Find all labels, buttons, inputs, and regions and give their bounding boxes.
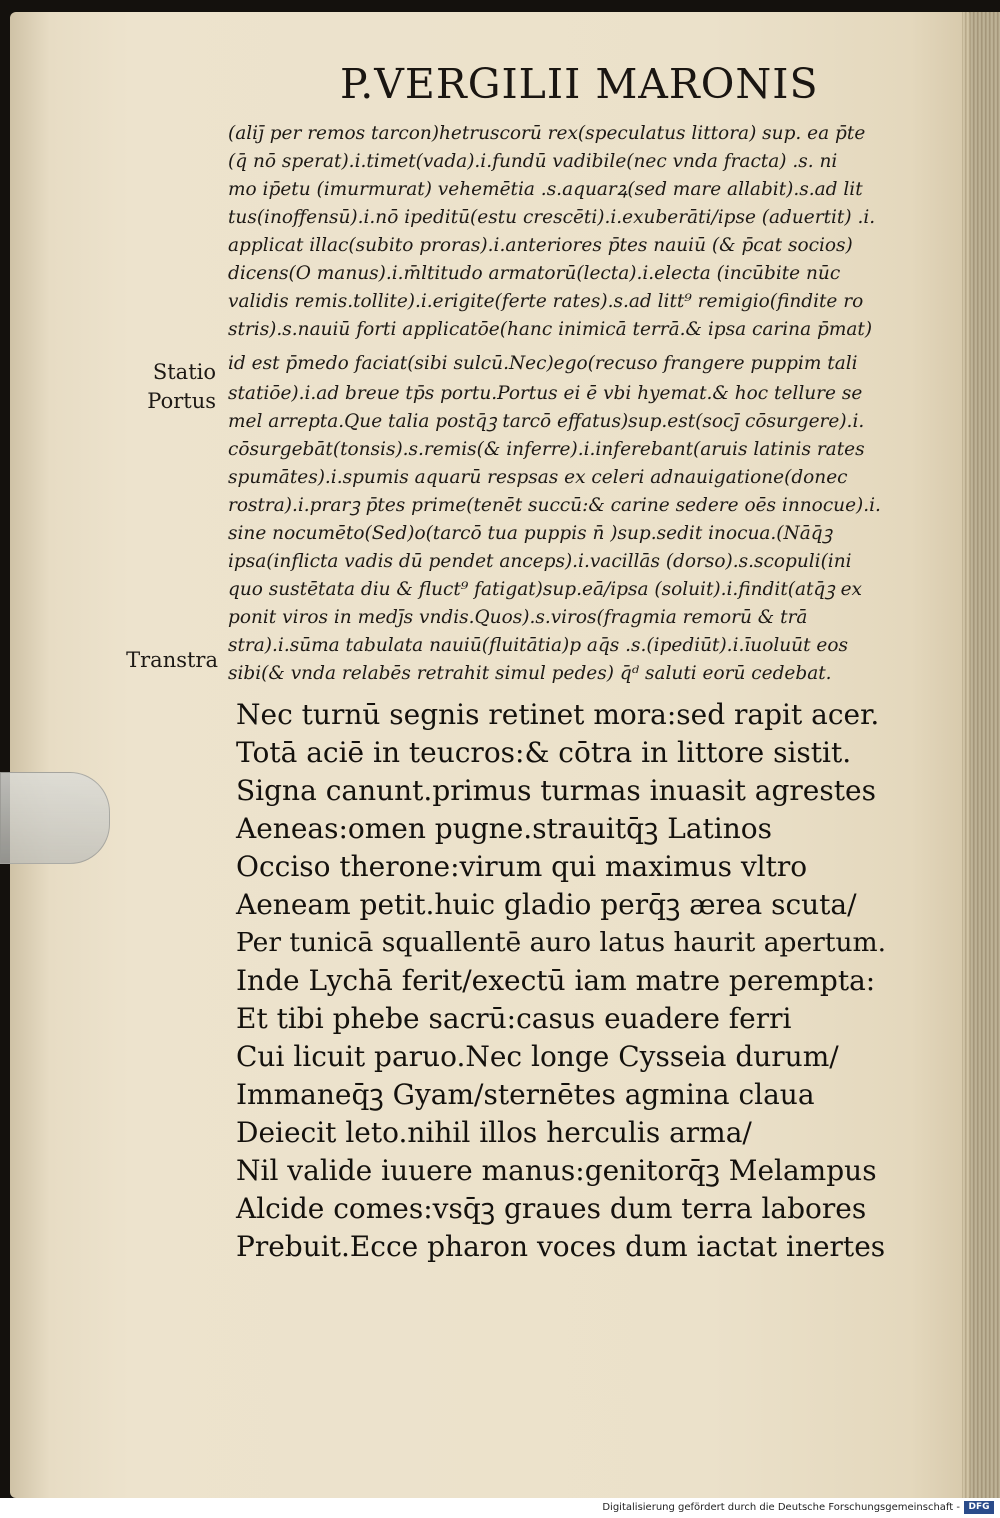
commentary-line: (aliȷ̄ per remos tarcon)hetruscorū rex(speculatus littora) sup. ea p̄te xyxy=(228,123,866,144)
commentary-line: validis remis.tollite).i.erigite(ferte rates).s.ad litt⁹ remigio(findite ro xyxy=(228,291,864,312)
commentary-line: ipsa(inflicta vadis dū pendet anceps).i.vacillās (dorso).s.scopuli(ini xyxy=(228,551,852,572)
margin-gloss-portus: Portus xyxy=(147,389,216,413)
dfg-logo: DFG xyxy=(964,1501,994,1514)
commentary-line: id est p̄medo faciat(sibi sulcū.Nec)ego(recuso frangere puppim tali xyxy=(228,353,858,374)
commentary-line: rostra).i.prarꝫ p̄tes prime(tenēt succū:& carine sedere oēs innocue).i. xyxy=(228,495,881,516)
verse-line: Nec turnū segnis retinet mora:sed rapit acer. xyxy=(236,698,880,731)
commentary-line: spumātes).i.spumis aquarū respsas ex celeri adnauigatione(donec xyxy=(228,467,848,488)
verse-line: Alcide comes:vsq̄ꝫ graues dum terra labores xyxy=(236,1192,867,1225)
verse-line: Nil valide iuuere manus:genitorq̄ꝫ Melampus xyxy=(236,1154,877,1187)
commentary-line: dicens(O manus).i.m̄ltitudo armatorū(lecta).i.electa (incūbite nūc xyxy=(228,263,841,284)
verse-line: Cui licuit paruo.Nec longe Cysseia durum/ xyxy=(236,1040,839,1073)
verse-line: Aeneas:omen pugne.strauitq̄ꝫ Latinos xyxy=(236,812,773,845)
running-head: P.VERGILII MARONIS xyxy=(340,60,819,108)
verse-line: Aeneam petit.huic gladio perq̄ꝫ ærea scuta/ xyxy=(236,888,857,921)
commentary-line: (q̄ nō sperat).i.timet(vada).i.fundū vadibile(nec vnda fracta) .s. ni xyxy=(228,151,838,172)
commentary-line: sine nocumēto(Sed)o(tarcō tua puppis n̄ )sup.sedit inocua.(Nāq̄ꝫ xyxy=(228,523,833,544)
commentary-line: stris).s.nauiū forti applicatōe(hanc inimicā terrā.& ipsa carina p̄mat) xyxy=(228,319,873,340)
digitization-footer xyxy=(0,1498,1000,1518)
commentary-line: mo ip̄etu (imurmurat) vehemētia .s.aquarꝝ(sed mare allabit).s.ad lit xyxy=(228,179,863,200)
verse-line: Immaneq̄ꝫ Gyam/sternētes agmina claua xyxy=(236,1078,815,1111)
bookmark-tab xyxy=(0,772,110,864)
page-edges xyxy=(962,12,1000,1498)
commentary-line: statiōe).i.ad breue tp̄s portu.Portus ei ē vbi hyemat.& hoc tellure se xyxy=(228,383,863,404)
commentary-line: quo sustētata diu & fluct⁹ fatigat)sup.eā/ipsa (soluit).i.findit(atq̄ꝫ ex xyxy=(228,579,862,600)
commentary-line: mel arrepta.Que talia postq̄ꝫ tarcō effatus)sup.est(socȷ̄ cōsurgere).i. xyxy=(228,411,865,432)
verse-line: Signa canunt.primus turmas inuasit agrestes xyxy=(236,774,876,807)
commentary-line: sibi(& vnda relabēs retrahit simul pedes) q̄ᵈ saluti eorū cedebat. xyxy=(228,663,832,684)
margin-gloss-statio: Statio xyxy=(152,360,216,384)
funding-credit: Digitalisierung gefördert durch die Deutsche Forschungsgemeinschaft - xyxy=(602,1502,960,1513)
commentary-line: stra).i.sūma tabulata nauiū(fluitātia)p aq̄s .s.(ipediūt).i.īuoluūt eos xyxy=(228,635,848,656)
verse-line: Totā aciē in teucros:& cōtra in littore sistit. xyxy=(236,736,852,769)
verse-line: Inde Lychā ferit/exectū iam matre perempta: xyxy=(236,964,876,997)
verse-line: Deiecit leto.nihil illos herculis arma/ xyxy=(236,1116,752,1149)
commentary-line: ponit viros in medȷ̄s vndis.Quos).s.viros(fragmia remorū & trā xyxy=(228,607,808,628)
margin-gloss-transtra: Transtra xyxy=(126,648,218,672)
verse-line: Occiso therone:virum qui maximus vltro xyxy=(236,850,808,883)
commentary-line: tus(inoffensū).i.nō ipeditū(estu crescēti).i.exuberāti/ipse (aduertit) .i. xyxy=(228,207,876,228)
commentary-line: cōsurgebāt(tonsis).s.remis(& inferre).i.inferebant(aruis latinis rates xyxy=(228,439,865,460)
verse-line: Prebuit.Ecce pharon voces dum iactat inertes xyxy=(236,1230,886,1263)
verse-line: Per tunicā squallentē auro latus haurit apertum. xyxy=(236,927,887,958)
verse-line: Et tibi phebe sacrū:casus euadere ferri xyxy=(236,1002,792,1035)
commentary-line: applicat illac(subito proras).i.anteriores p̄tes nauiū (& p̄cat socios) xyxy=(228,235,853,256)
